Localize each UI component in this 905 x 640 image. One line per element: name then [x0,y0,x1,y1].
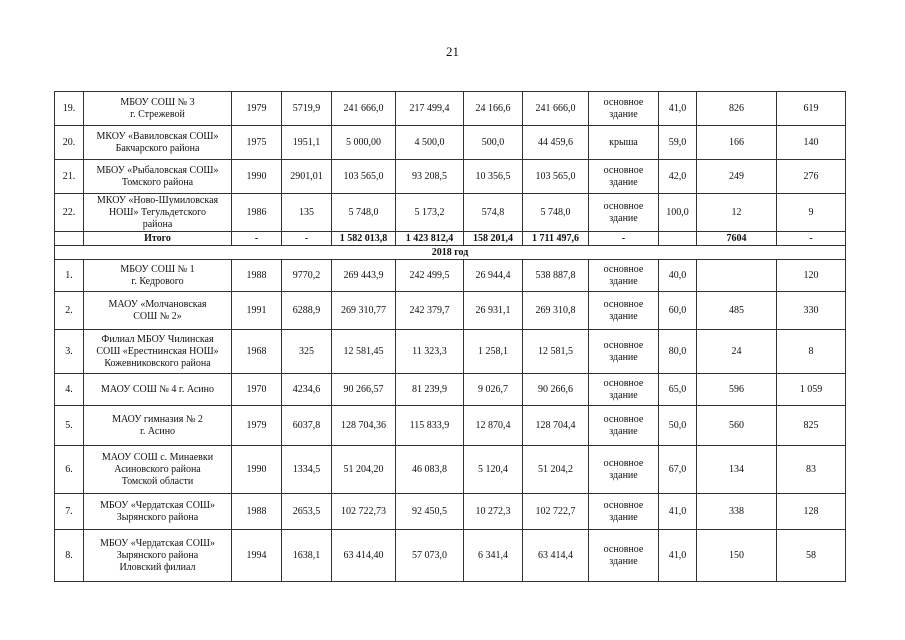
cell-cost-total: 5 000,00 [332,126,396,160]
cell-building-part: крыша [589,126,659,160]
cell-wear-percent: 59,0 [659,126,697,160]
cell-cost-estimate: 63 414,4 [523,530,589,582]
cell-count-a: 338 [697,494,777,530]
cell-cost-total: 102 722,73 [332,494,396,530]
cell-cost-total: 1 582 013,8 [332,232,396,246]
cell-cost-federal: 217 499,4 [396,92,464,126]
cell-cost-total: 12 581,45 [332,330,396,374]
table-row [55,494,846,530]
cell-year-built: 1988 [232,494,282,530]
cell-year-built: 1968 [232,330,282,374]
cell-row-number: 3. [55,330,84,374]
cell-wear-percent: 80,0 [659,330,697,374]
cell-school-name: МБОУ «Чердатская СОШ» Зырянского района Иловский филиал [84,530,232,582]
cell-wear-percent: 42,0 [659,160,697,194]
cell-count-a: 485 [697,292,777,330]
cell-cost-federal: 1 423 812,4 [396,232,464,246]
cell-cost-total: 103 565,0 [332,160,396,194]
cell-area: 6288,9 [282,292,332,330]
section-header: 2018 год [55,246,846,260]
cell-cost-estimate: 269 310,8 [523,292,589,330]
cell-area: 325 [282,330,332,374]
cell-count-a: 12 [697,194,777,232]
cell-building-part: основное здание [589,92,659,126]
cell-school-name: МБОУ СОШ № 1 г. Кедрового [84,260,232,292]
cell-area: 1951,1 [282,126,332,160]
total-row [55,232,846,246]
cell-row-number: 1. [55,260,84,292]
cell-cost-federal: 242 499,5 [396,260,464,292]
cell-cost-estimate: 128 704,4 [523,406,589,446]
cell-cost-total: 269 443,9 [332,260,396,292]
cell-wear-percent: 41,0 [659,494,697,530]
cell-cost-total: 269 310,77 [332,292,396,330]
cell-count-b: 1 059 [777,374,846,406]
cell-cost-regional: 9 026,7 [464,374,523,406]
cell-count-a: 596 [697,374,777,406]
cell-wear-percent: 67,0 [659,446,697,494]
cell-school-name: Филиал МБОУ Чилинская СОШ «Ерестнинская НОШ» Кожевниковского района [84,330,232,374]
cell-total-label: Итого [84,232,232,246]
cell-year-built: 1991 [232,292,282,330]
cell-count-a: 560 [697,406,777,446]
cell-year-built: 1986 [232,194,282,232]
cell-school-name: МБОУ «Рыбаловская СОШ» Томского района [84,160,232,194]
cell-area: - [282,232,332,246]
cell-cost-federal: 92 450,5 [396,494,464,530]
cell-count-a: 134 [697,446,777,494]
cell-area: 1638,1 [282,530,332,582]
cell-cost-estimate: 103 565,0 [523,160,589,194]
cell-wear-percent [659,232,697,246]
cell-count-b: 120 [777,260,846,292]
cell-cost-total: 128 704,36 [332,406,396,446]
cell-cost-estimate: 51 204,2 [523,446,589,494]
cell-cost-federal: 115 833,9 [396,406,464,446]
table-row [55,292,846,330]
cell-row-number: 5. [55,406,84,446]
cell-area: 9770,2 [282,260,332,292]
cell-row-number: 20. [55,126,84,160]
cell-count-a: 826 [697,92,777,126]
cell-cost-federal: 4 500,0 [396,126,464,160]
cell-building-part: основное здание [589,530,659,582]
cell-school-name: МАОУ СОШ с. Минаевки Асиновского района Томской области [84,446,232,494]
cell-year-built: - [232,232,282,246]
cell-wear-percent: 50,0 [659,406,697,446]
cell-building-part: основное здание [589,330,659,374]
table-row [55,530,846,582]
cell-cost-federal: 242 379,7 [396,292,464,330]
cell-school-name: МКОУ «Вавиловская СОШ» Бакчарского района [84,126,232,160]
cell-school-name: МАОУ «Молчановская СОШ № 2» [84,292,232,330]
cell-cost-total: 241 666,0 [332,92,396,126]
cell-count-a: 150 [697,530,777,582]
table-row [55,446,846,494]
table-row [55,330,846,374]
cell-year-built: 1979 [232,92,282,126]
cell-building-part: основное здание [589,406,659,446]
cell-row-number: 21. [55,160,84,194]
cell-cost-total: 90 266,57 [332,374,396,406]
cell-count-a: 166 [697,126,777,160]
table-row [55,160,846,194]
cell-cost-federal: 81 239,9 [396,374,464,406]
cell-cost-estimate: 538 887,8 [523,260,589,292]
cell-count-b: 9 [777,194,846,232]
cell-year-built: 1979 [232,406,282,446]
cell-cost-total: 51 204,20 [332,446,396,494]
cell-year-built: 1988 [232,260,282,292]
cell-count-b: 276 [777,160,846,194]
cell-cost-total: 5 748,0 [332,194,396,232]
cell-cost-regional: 574,8 [464,194,523,232]
cell-row-number [55,232,84,246]
cell-count-b: 83 [777,446,846,494]
cell-wear-percent: 100,0 [659,194,697,232]
cell-area: 135 [282,194,332,232]
cell-row-number: 7. [55,494,84,530]
cell-cost-regional: 1 258,1 [464,330,523,374]
cell-year-built: 1970 [232,374,282,406]
cell-count-b: 619 [777,92,846,126]
cell-cost-estimate: 44 459,6 [523,126,589,160]
cell-cost-federal: 57 073,0 [396,530,464,582]
cell-building-part: основное здание [589,446,659,494]
cell-building-part: основное здание [589,260,659,292]
table-row [55,406,846,446]
cell-year-built: 1990 [232,446,282,494]
cell-area: 5719,9 [282,92,332,126]
cell-cost-regional: 10 356,5 [464,160,523,194]
cell-cost-regional: 6 341,4 [464,530,523,582]
table-row [55,260,846,292]
cell-year-built: 1994 [232,530,282,582]
cell-cost-estimate: 12 581,5 [523,330,589,374]
cell-count-b: 140 [777,126,846,160]
cell-count-b: 58 [777,530,846,582]
table-row [55,374,846,406]
cell-count-b: 8 [777,330,846,374]
cell-wear-percent: 41,0 [659,92,697,126]
cell-area: 1334,5 [282,446,332,494]
table-row [55,92,846,126]
cell-area: 2901,01 [282,160,332,194]
cell-building-part: основное здание [589,374,659,406]
cell-building-part: - [589,232,659,246]
cell-cost-regional: 10 272,3 [464,494,523,530]
cell-cost-regional: 12 870,4 [464,406,523,446]
cell-row-number: 4. [55,374,84,406]
table-body [55,92,846,582]
cell-cost-estimate: 102 722,7 [523,494,589,530]
cell-cost-total: 63 414,40 [332,530,396,582]
cell-count-b: 330 [777,292,846,330]
cell-count-b: 825 [777,406,846,446]
page-number: 21 [446,44,459,59]
cell-school-name: МАОУ СОШ № 4 г. Асино [84,374,232,406]
cell-cost-regional: 158 201,4 [464,232,523,246]
cell-cost-federal: 46 083,8 [396,446,464,494]
cell-year-built: 1990 [232,160,282,194]
cell-cost-estimate: 1 711 497,6 [523,232,589,246]
cell-cost-federal: 93 208,5 [396,160,464,194]
cell-cost-federal: 11 323,3 [396,330,464,374]
cell-cost-estimate: 90 266,6 [523,374,589,406]
cell-count-b: - [777,232,846,246]
section-row [55,246,846,260]
cell-count-a: 7604 [697,232,777,246]
cell-school-name: МАОУ гимназия № 2 г. Асино [84,406,232,446]
table-row [55,194,846,232]
data-table [54,91,846,582]
cell-area: 2653,5 [282,494,332,530]
cell-school-name: МКОУ «Ново-Шумиловская НОШ» Тегульдетского района [84,194,232,232]
cell-year-built: 1975 [232,126,282,160]
cell-wear-percent: 41,0 [659,530,697,582]
cell-count-a: 24 [697,330,777,374]
cell-cost-estimate: 5 748,0 [523,194,589,232]
cell-area: 6037,8 [282,406,332,446]
cell-count-a: 249 [697,160,777,194]
cell-cost-regional: 24 166,6 [464,92,523,126]
cell-wear-percent: 65,0 [659,374,697,406]
cell-cost-regional: 26 944,4 [464,260,523,292]
table-row [55,126,846,160]
cell-row-number: 8. [55,530,84,582]
cell-school-name: МБОУ «Чердатская СОШ» Зырянского района [84,494,232,530]
cell-count-b: 128 [777,494,846,530]
cell-row-number: 2. [55,292,84,330]
cell-row-number: 6. [55,446,84,494]
cell-building-part: основное здание [589,160,659,194]
cell-building-part: основное здание [589,292,659,330]
cell-building-part: основное здание [589,494,659,530]
cell-cost-estimate: 241 666,0 [523,92,589,126]
cell-cost-regional: 26 931,1 [464,292,523,330]
cell-row-number: 19. [55,92,84,126]
cell-building-part: основное здание [589,194,659,232]
cell-row-number: 22. [55,194,84,232]
cell-cost-federal: 5 173,2 [396,194,464,232]
cell-count-a [697,260,777,292]
cell-cost-regional: 5 120,4 [464,446,523,494]
cell-area: 4234,6 [282,374,332,406]
cell-wear-percent: 40,0 [659,260,697,292]
cell-wear-percent: 60,0 [659,292,697,330]
cell-school-name: МБОУ СОШ № 3 г. Стрежевой [84,92,232,126]
cell-cost-regional: 500,0 [464,126,523,160]
